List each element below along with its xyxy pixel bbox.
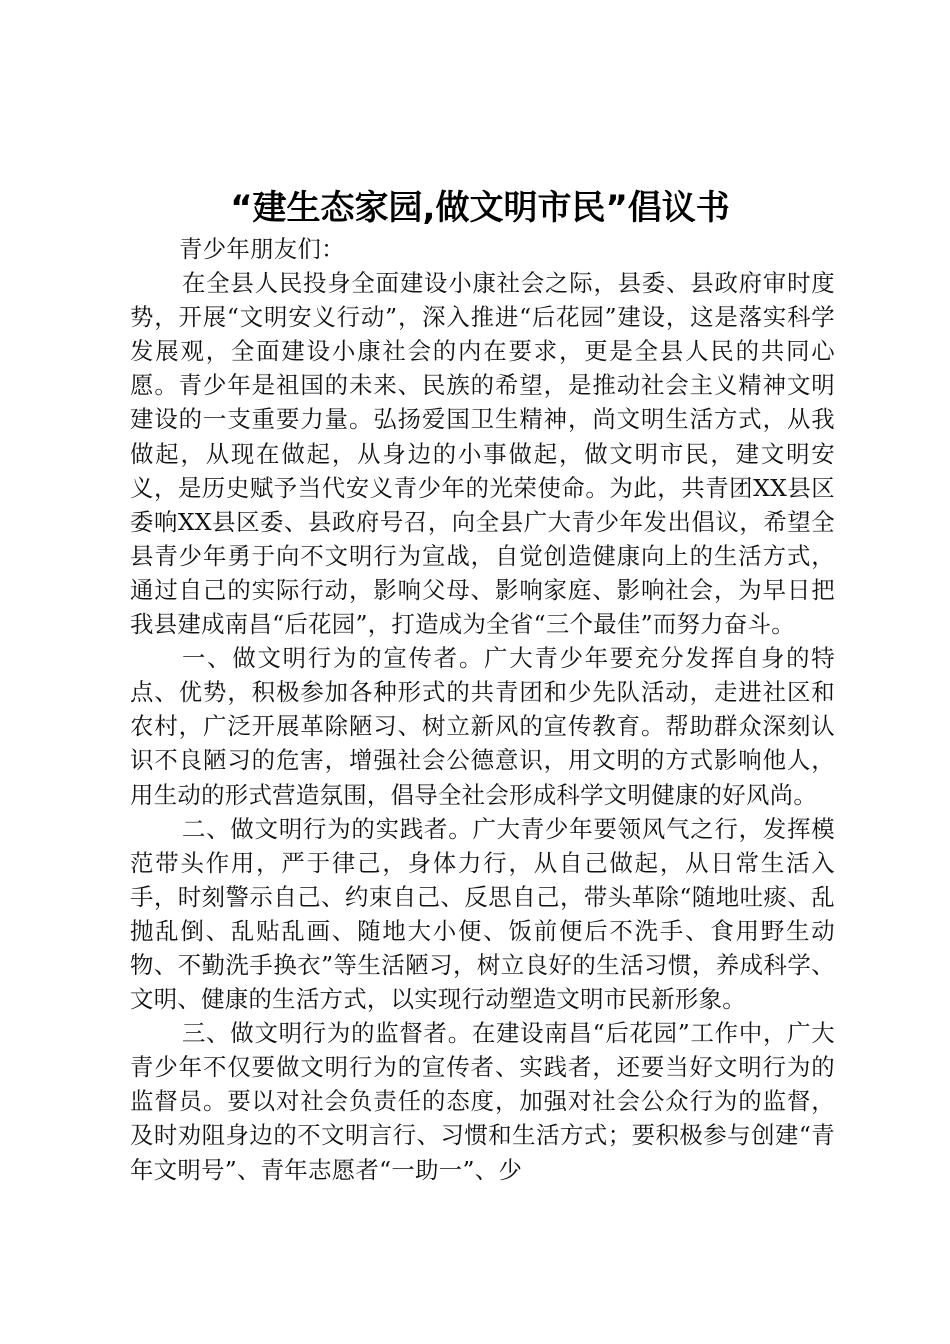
paragraph-promoter: 一、做文明行为的宣传者。广大青少年要充分发挥自身的特点、优势，积极参加各种形式的共青团和少先队活动，走进社区和农村，广泛开展革除陋习、树立新风的宣传教育。帮助群众深刻认识不良陋习的危害，增强社会公德意识，用文明的方式影响他人，用生动的形式营造氛围，倡导全社会形成科学文明健康的好风尚。 (130, 644, 835, 809)
paragraph-intro: 在全县人民投身全面建设小康社会之际，县委、县政府审时度势，开展“文明安义行动”，深入推进“后花园”建设，这是落实科学发展观，全面建设小康社会的内在要求，更是全县人民的共同心愿。青少年是祖国的未来、民族的希望，是推动社会主义精神文明建设的一支重要力量。弘扬爱国卫生精神，尚文明生活方式，从我做起，从现在做起，从身边的小事做起，做文明市民，建文明安义，是历史赋予当代安义青少年的光荣使命。为此，共青团XX县区委响XX县区委、县政府号召，向全县广大青少年发出倡议，希望全县青少年勇于向不文明行为宣战，自觉创造健康向上的生活方式，通过自己的实际行动，影响父母、影响家庭、影响社会，为早日把我县建成南昌“后花园”，打造成为全省“三个最佳”而努力奋斗。 (130, 269, 835, 639)
document-title: “建生态家园,做文明市民”倡议书 (230, 188, 730, 228)
paragraph-supervisor: 三、做文明行为的监督者。在建设南昌“后花园”工作中，广大青少年不仅要做文明行为的宣传者、实践者，还要当好文明行为的监督员。要以对社会负责任的态度，加强对社会公众行为的监督，及时劝阻身边的不文明言行、习惯和生活方式；要积极参与创建“青年文明号”、青年志愿者“一助一”、少 (130, 1019, 835, 1184)
document-body (130, 232, 835, 1187)
salutation: 青少年朋友们： (179, 235, 345, 263)
paragraph-practitioner: 二、做文明行为的实践者。广大青少年要领风气之行，发挥模范带头作用，严于律己，身体力行，从自己做起，从日常生活入手，时刻警示自己、约束自己、反思自己，带头革除“随地吐痰、乱抛乱倒、乱贴乱画、随地大小便、饭前便后不洗手、食用野生动物、不勤洗手换衣”等生活陋习，树立良好的生活习惯，养成科学、文明、健康的生活方式，以实现行动塑造文明市民新形象。 (130, 814, 835, 1014)
